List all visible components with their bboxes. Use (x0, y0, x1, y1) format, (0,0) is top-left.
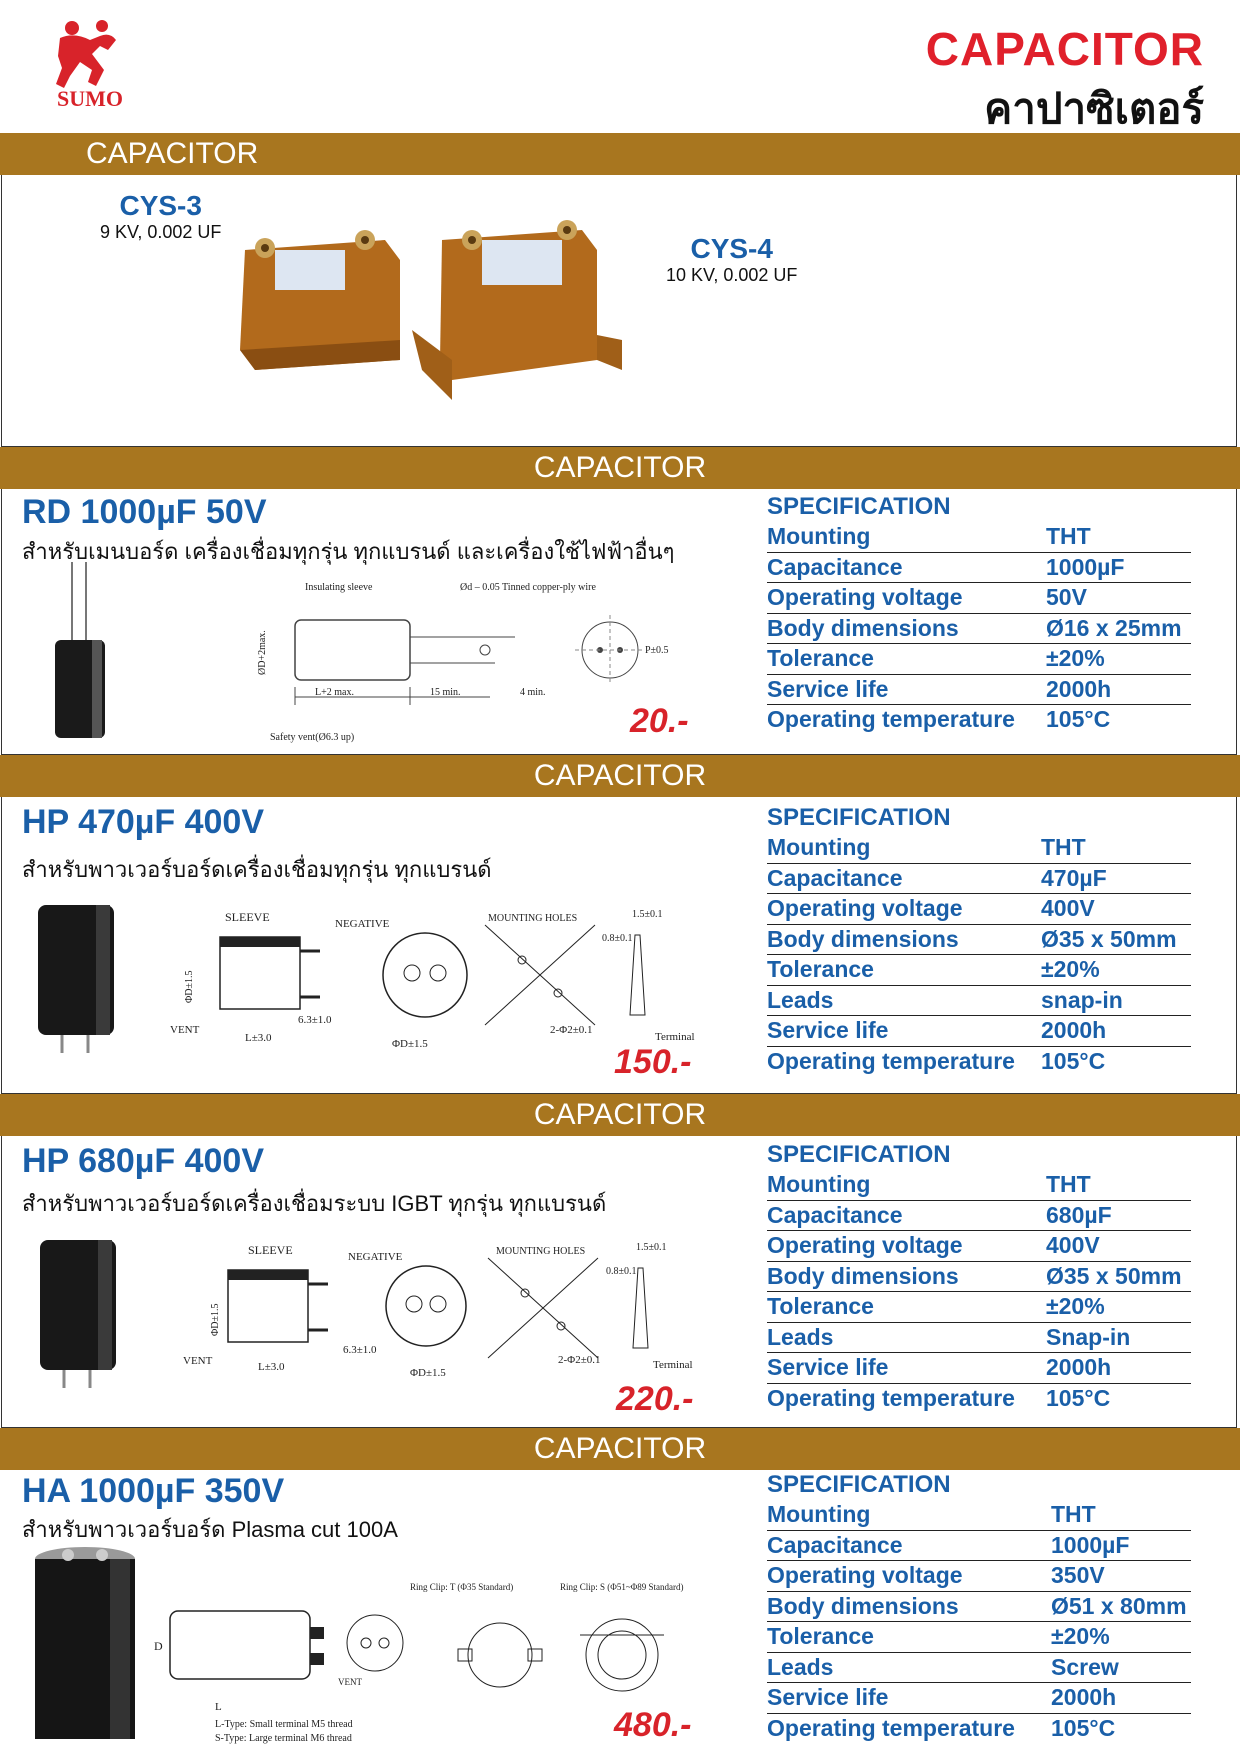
spec-key: Capacitance (767, 553, 903, 580)
product-desc: สำหรับพาวเวอร์บอร์ดเครื่องเชื่อมทุกรุ่น ทุกแบรนด์ (22, 857, 492, 882)
page-title: CAPACITOR (925, 23, 1204, 75)
spec-row (767, 553, 1191, 584)
diagram-label: SLEEVE (225, 910, 270, 924)
spec-row (767, 1170, 1191, 1201)
spec-value: Screw (1051, 1653, 1119, 1680)
diagram-label: 0.8±0.1 (606, 1266, 637, 1277)
spec-row (767, 1531, 1191, 1562)
spec-row (767, 894, 1191, 925)
spec-row (767, 675, 1191, 706)
page-title-thai: คาปาซิเตอร์ (984, 85, 1204, 132)
spec-key: Body dimensions (767, 1592, 959, 1619)
spec-row (767, 1353, 1191, 1384)
spec-value: 470µF (1041, 864, 1107, 891)
spec-row (767, 864, 1191, 895)
diagram-label: 6.3±1.0 (298, 1014, 332, 1026)
spec-row (767, 1384, 1191, 1415)
spec-value: 400V (1046, 1232, 1100, 1258)
spec-value: 105°C (1046, 706, 1111, 732)
spec-key: Tolerance (767, 1623, 874, 1649)
diagram-label: P±0.5 (645, 645, 669, 656)
diagram-label: 2-Φ2±0.1 (558, 1354, 601, 1366)
dimension-diagram (178, 1238, 700, 1388)
diagram-label: VENT (170, 1024, 200, 1036)
spec-key: Mounting (767, 834, 871, 860)
product-photo (50, 562, 110, 747)
section-bar: CAPACITOR (0, 755, 1240, 797)
diagram-label: L (215, 1701, 222, 1713)
spec-row (767, 1231, 1191, 1262)
diagram-label: Insulating sleeve (305, 582, 373, 593)
spec-table (767, 1140, 1191, 1414)
sumo-logo (30, 10, 150, 115)
spec-value: 105°C (1051, 1714, 1116, 1741)
spec-value: THT (1041, 834, 1086, 860)
diagram-label: L+2 max. (315, 687, 354, 698)
spec-row (767, 1714, 1191, 1745)
spec-row (767, 1500, 1191, 1531)
cys3-spec: 9 KV, 0.002 UF (100, 222, 222, 242)
diagram-label: ØD+2max. (257, 630, 268, 675)
product-title: HP 470µF 400V (22, 803, 265, 841)
spec-value: 2000h (1041, 1017, 1107, 1043)
cys4-image (412, 210, 622, 415)
spec-value: Ø51 x 80mm (1051, 1592, 1187, 1619)
diagram-label: L-Type: Small terminal M5 thread (215, 1719, 353, 1730)
spec-value: 2000h (1046, 675, 1112, 702)
spec-value: ±20% (1046, 1293, 1105, 1319)
spec-key: Operating voltage (767, 895, 963, 921)
spec-key: Operating voltage (767, 1562, 963, 1588)
diagram-label: ΦD±1.5 (184, 970, 195, 1003)
section-bar: CAPACITOR (0, 447, 1240, 489)
product-photo (38, 1240, 118, 1395)
product-desc: สำหรับเมนบอร์ด เครื่องเชื่อมทุกรุ่น ทุกแบรนด์ และเครื่องใช้ไฟฟ้าอื่นๆ (22, 539, 675, 564)
spec-rows (767, 522, 1191, 736)
cys3-name: CYS-3 (119, 190, 202, 221)
spec-row (767, 1653, 1191, 1684)
spec-heading: SPECIFICATION (767, 1471, 951, 1498)
spec-value: 680µF (1046, 1201, 1112, 1228)
product-title: HA 1000µF 350V (22, 1472, 285, 1510)
spec-key: Operating voltage (767, 584, 963, 610)
spec-key: Capacitance (767, 864, 903, 891)
diagram-label: 2-Φ2±0.1 (550, 1024, 593, 1036)
spec-key: Operating temperature (767, 1047, 1015, 1074)
product-photo (30, 1545, 140, 1750)
dimension-diagram (170, 905, 700, 1055)
spec-value: ±20% (1041, 956, 1100, 982)
diagram-label: D (154, 1639, 163, 1653)
diagram-label: Terminal (655, 1031, 695, 1043)
product-title: RD 1000µF 50V (22, 493, 267, 531)
spec-key: Leads (767, 986, 834, 1013)
spec-value: THT (1051, 1501, 1096, 1527)
diagram-label: 6.3±1.0 (343, 1344, 377, 1356)
spec-row (767, 644, 1191, 675)
product-desc: สำหรับพาวเวอร์บอร์ด Plasma cut 100A (22, 1517, 398, 1542)
spec-value: ±20% (1051, 1623, 1110, 1649)
diagram-label: SLEEVE (248, 1243, 293, 1257)
diagram-label: VENT (338, 1677, 362, 1687)
diagram-label: 0.8±0.1 (602, 933, 633, 944)
spec-key: Mounting (767, 523, 871, 549)
spec-value: THT (1046, 1171, 1091, 1197)
diagram-label: 4 min. (520, 687, 546, 698)
spec-value: Ø35 x 50mm (1041, 925, 1177, 952)
diagram-label: L±3.0 (258, 1361, 285, 1373)
spec-value: ±20% (1046, 645, 1105, 671)
spec-row (767, 1047, 1191, 1078)
spec-key: Body dimensions (767, 925, 959, 952)
spec-key: Capacitance (767, 1201, 903, 1228)
diagram-label: MOUNTING HOLES (496, 1246, 586, 1257)
spec-row (767, 1561, 1191, 1592)
diagram-label: Safety vent(Ø6.3 up) (270, 732, 355, 743)
spec-value: 1000µF (1046, 553, 1125, 580)
spec-heading: SPECIFICATION (767, 1141, 951, 1168)
spec-key: Operating temperature (767, 706, 1015, 732)
spec-value: 105°C (1041, 1047, 1106, 1074)
spec-key: Tolerance (767, 1293, 874, 1319)
spec-row (767, 1683, 1191, 1714)
diagram-label: 1.5±0.1 (636, 1242, 667, 1253)
diagram-label: 15 min. (430, 687, 461, 698)
spec-row (767, 583, 1191, 614)
price: 480.- (614, 1706, 692, 1744)
spec-row (767, 1323, 1191, 1354)
spec-value: THT (1046, 523, 1091, 549)
spec-value: 400V (1041, 895, 1095, 921)
section-bar: CAPACITOR (0, 1428, 1240, 1470)
cys4-spec: 10 KV, 0.002 UF (666, 265, 798, 285)
spec-value: 2000h (1046, 1354, 1112, 1380)
spec-heading: SPECIFICATION (767, 493, 951, 520)
diagram-label: MOUNTING HOLES (488, 913, 578, 924)
diagram-label: NEGATIVE (335, 918, 390, 930)
spec-row (767, 986, 1191, 1017)
spec-value: 105°C (1046, 1384, 1111, 1411)
spec-value: 2000h (1051, 1684, 1117, 1710)
diagram-label: VENT (183, 1355, 213, 1367)
spec-value: Ø16 x 25mm (1046, 614, 1182, 641)
cys3-label (100, 190, 221, 243)
product-desc: สำหรับพาวเวอร์บอร์ดเครื่องเชื่อมระบบ IGBT ทุกรุ่น ทุกแบรนด์ (22, 1191, 607, 1216)
spec-row (767, 1292, 1191, 1323)
spec-row (767, 955, 1191, 986)
diagram-label: ΦD±1.5 (210, 1303, 221, 1336)
spec-key: Service life (767, 675, 889, 702)
section-bar: CAPACITOR (0, 133, 1240, 175)
spec-value: 50V (1046, 584, 1087, 610)
spec-row (767, 1201, 1191, 1232)
spec-value: 350V (1051, 1562, 1105, 1588)
spec-row (767, 1592, 1191, 1623)
cys4-name: CYS-4 (690, 233, 773, 264)
product-title: HP 680µF 400V (22, 1142, 265, 1180)
spec-key: Tolerance (767, 956, 874, 982)
spec-row (767, 1622, 1191, 1653)
spec-key: Operating temperature (767, 1714, 1015, 1741)
spec-value: Ø35 x 50mm (1046, 1262, 1182, 1289)
spec-table (767, 1470, 1191, 1744)
spec-row (767, 614, 1191, 645)
spec-value: snap-in (1041, 986, 1123, 1013)
cys4-label (666, 233, 797, 286)
price: 20.- (630, 702, 689, 740)
diagram-label: ΦD±1.5 (392, 1038, 428, 1050)
spec-row (767, 1016, 1191, 1047)
diagram-label: Ød – 0.05 Tinned copper-ply wire (460, 582, 596, 593)
spec-key: Leads (767, 1323, 834, 1350)
diagram-label: NEGATIVE (348, 1251, 403, 1263)
price: 220.- (616, 1380, 694, 1418)
spec-key: Capacitance (767, 1531, 903, 1558)
diagram-label: Ring Clip: T (Φ35 Standard) (410, 1582, 514, 1592)
spec-key: Service life (767, 1684, 889, 1710)
spec-key: Mounting (767, 1501, 871, 1527)
spec-row (767, 522, 1191, 553)
spec-key: Leads (767, 1653, 834, 1680)
spec-key: Service life (767, 1017, 889, 1043)
section-bar: CAPACITOR (0, 1094, 1240, 1136)
spec-table (767, 492, 1191, 736)
diagram-label: S-Type: Large terminal M6 thread (215, 1733, 352, 1744)
spec-row (767, 925, 1191, 956)
spec-key: Tolerance (767, 645, 874, 671)
spec-key: Body dimensions (767, 614, 959, 641)
diagram-label: 1.5±0.1 (632, 909, 663, 920)
spec-row (767, 833, 1191, 864)
diagram-label: Ring Clip: S (Φ51~Φ89 Standard) (560, 1582, 684, 1592)
diagram-label: ΦD±1.5 (410, 1367, 446, 1379)
spec-key: Operating temperature (767, 1384, 1015, 1411)
spec-heading: SPECIFICATION (767, 804, 951, 831)
price: 150.- (614, 1043, 692, 1081)
diagram-label: SUMO (57, 86, 123, 111)
spec-table (767, 803, 1191, 1077)
spec-key: Mounting (767, 1171, 871, 1197)
cys3-image (225, 220, 405, 385)
diagram-label: Terminal (653, 1359, 693, 1371)
spec-row (767, 1262, 1191, 1293)
spec-value: Snap-in (1046, 1323, 1131, 1350)
spec-value: 1000µF (1051, 1531, 1130, 1558)
spec-key: Operating voltage (767, 1232, 963, 1258)
diagram-label: L±3.0 (245, 1032, 272, 1044)
product-photo (36, 905, 116, 1060)
spec-row (767, 705, 1191, 736)
spec-key: Body dimensions (767, 1262, 959, 1289)
spec-key: Service life (767, 1354, 889, 1380)
